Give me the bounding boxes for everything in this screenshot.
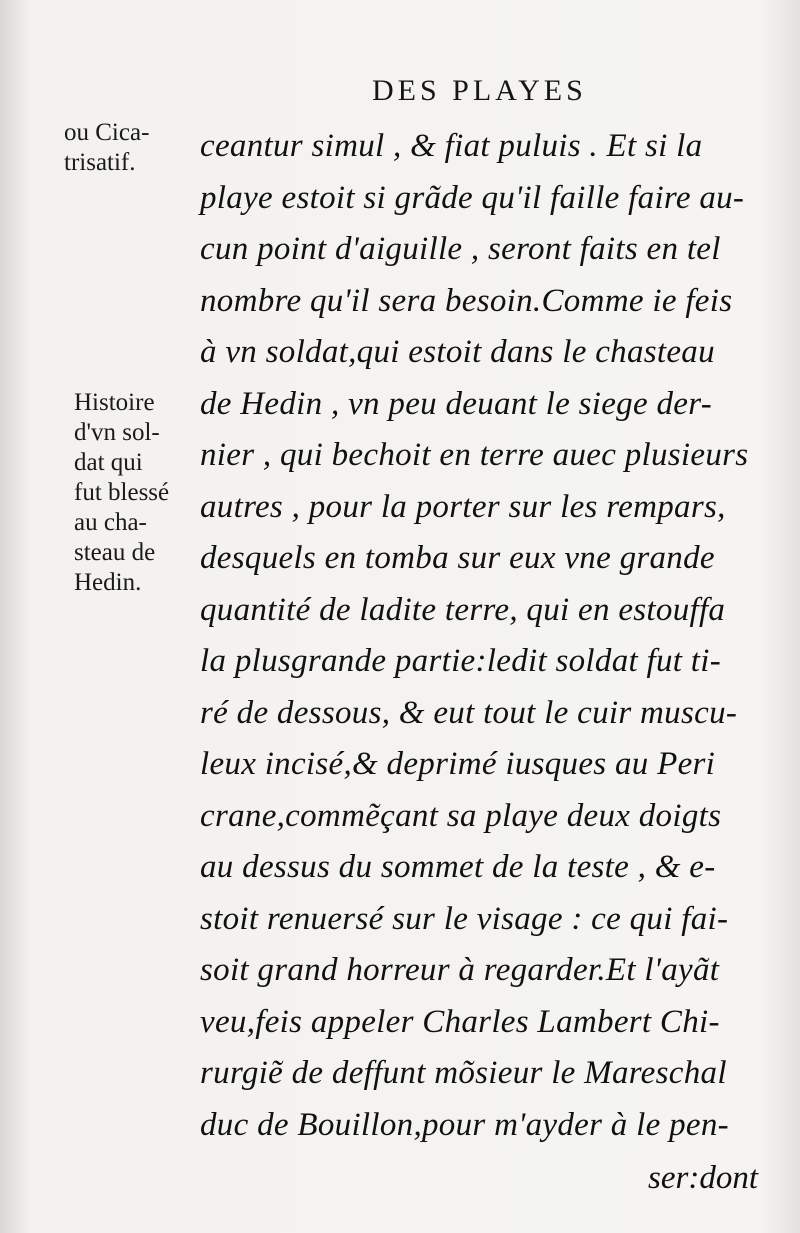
- body-line: stoit renuersé sur le visage : ce qui fai-: [200, 900, 729, 937]
- body-line: cun point d'aiguille , seront faits en tel: [200, 231, 721, 267]
- body-line: autres , pour la porter sur les rempars,: [200, 488, 726, 525]
- body-line: la plusgrande partie:ledit soldat fut ti-: [200, 643, 722, 679]
- body-line: rurgiẽ de deffunt mõsieur le Mareschal: [200, 1055, 727, 1091]
- margin-note-line: Histoire: [74, 389, 155, 416]
- catchword: ser:dont: [648, 1160, 758, 1196]
- body-line: à vn soldat,qui estoit dans le chasteau: [200, 334, 715, 370]
- margin-note-line: steau de: [74, 539, 156, 566]
- margin-note-line: Hedin.: [74, 569, 142, 596]
- body-line: nombre qu'il sera besoin.Comme ie feis: [200, 282, 733, 319]
- body-line: quantité de ladite terre, qui en estouffa: [200, 591, 726, 628]
- margin-note-line: ou Cica-: [64, 119, 150, 146]
- body-line: de Hedin , vn peu deuant le siege der-: [200, 385, 712, 422]
- body-line: au dessus du sommet de la teste , & e-: [200, 849, 716, 885]
- body-line: leux incisé,& deprimé iusques au Peri: [200, 746, 716, 782]
- body-line: playe estoit si grãde qu'il faille faire au-: [200, 179, 745, 216]
- body-line: desquels en tomba sur eux vne grande: [200, 540, 715, 576]
- margin-note-line: trisatif.: [64, 149, 136, 176]
- body-line: soit grand horreur à regarder.Et l'ayãt: [200, 952, 720, 988]
- margin-note-line: au cha-: [74, 509, 147, 536]
- body-line: nier , qui bechoit en terre auec plusieurs: [200, 437, 749, 473]
- body-line: veu,feis appeler Charles Lambert Chi-: [200, 1003, 720, 1040]
- body-line: duc de Bouillon,pour m'ayder à le pen-: [200, 1106, 729, 1143]
- margin-note-line: fut blessé: [74, 479, 170, 506]
- margin-note-line: d'vn sol-: [74, 419, 160, 446]
- margin-note-histoire: [74, 388, 169, 598]
- body-line: ré de dessous, & eut tout le cuir muscu-: [200, 694, 738, 731]
- body-line: crane,commẽçant sa playe deux doigts: [200, 797, 722, 834]
- running-title: DES PLAYES: [372, 74, 587, 107]
- body-line: ceantur simul , & fiat puluis . Et si la: [200, 128, 703, 164]
- margin-note-cicatrisatif: [64, 118, 149, 178]
- margin-note-line: dat qui: [74, 449, 143, 476]
